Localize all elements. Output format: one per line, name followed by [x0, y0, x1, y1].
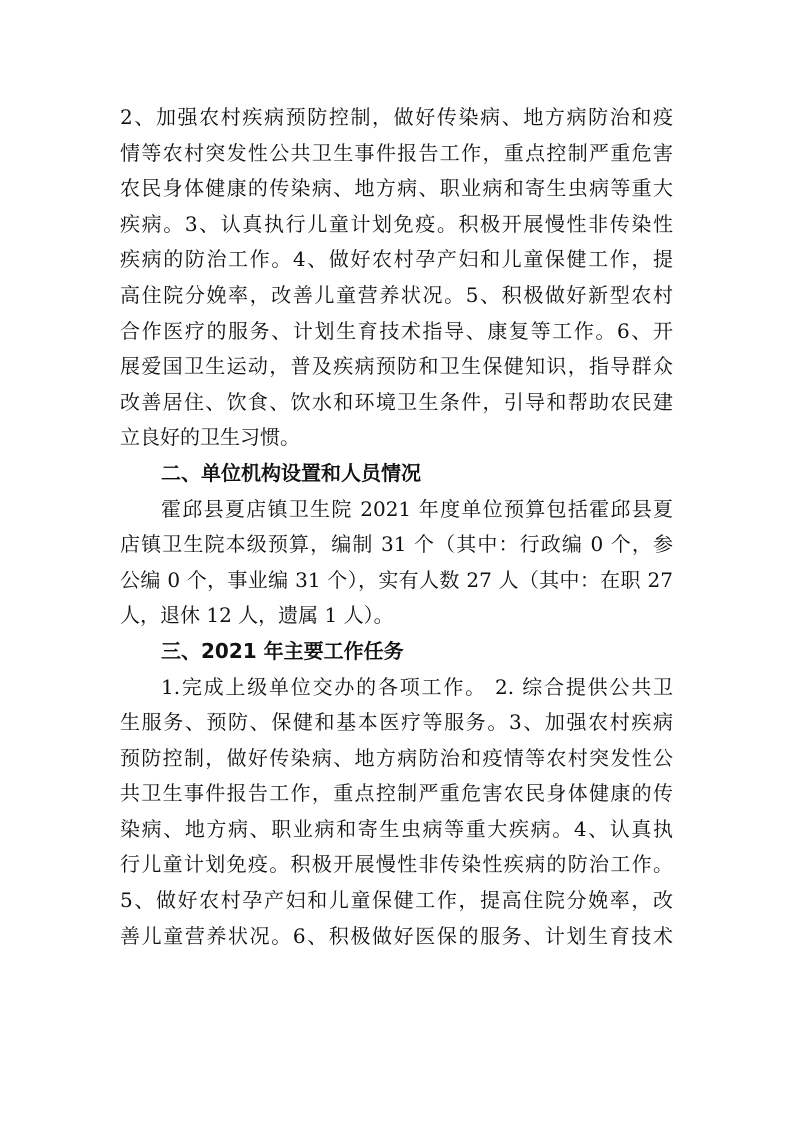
text-line: 农民身体健康的传染病、地方病、职业病和寄生虫病等重大: [120, 176, 673, 201]
text-line: 疾病。3、认真执行儿童计划免疫。积极开展慢性非传染性: [120, 211, 673, 236]
text-line: 1.完成上级单位交办的各项工作。 2. 综合提供公共卫: [161, 674, 673, 699]
text-line: 情等农村突发性公共卫生事件报告工作，重点控制严重危害: [120, 140, 673, 165]
text-line: 展爱国卫生运动，普及疾病预防和卫生保健知识，指导群众: [120, 354, 673, 379]
document-body: [120, 100, 673, 954]
section-heading: 二、单位机构设置和人员情况: [161, 460, 421, 485]
text-line: 共卫生事件报告工作，重点控制严重危害农民身体健康的传: [120, 781, 673, 806]
text-line: 染病、地方病、职业病和寄生虫病等重大疾病。4、认真执: [120, 816, 673, 841]
text-line: 疾病的防治工作。4、做好农村孕产妇和儿童保健工作，提: [120, 247, 673, 272]
text-line: 2、加强农村疾病预防控制，做好传染病、地方病防治和疫: [120, 105, 673, 129]
text-line: 改善居住、饮食、饮水和环境卫生条件，引导和帮助农民建: [120, 389, 673, 414]
text-line: 生服务、预防、保健和基本医疗等服务。3、加强农村疾病: [120, 710, 673, 735]
text-line: 预防控制，做好传染病、地方病防治和疫情等农村突发性公: [120, 745, 673, 770]
text-line: 立良好的卫生习惯。: [120, 425, 300, 450]
text-line: 合作医疗的服务、计划生育技术指导、康复等工作。6、开: [120, 318, 673, 343]
text-line: 人，退休 12 人，遗属 1 人）。: [120, 603, 394, 628]
text-line: 店镇卫生院本级预算，编制 31 个（其中：行政编 0 个，参: [120, 532, 673, 557]
text-line: 善儿童营养状况。6、积极做好医保的服务、计划生育技术: [120, 923, 673, 948]
text-line: 高住院分娩率，改善儿童营养状况。5、积极做好新型农村: [120, 282, 673, 307]
text-line: 行儿童计划免疫。积极开展慢性非传染性疾病的防治工作。: [120, 852, 673, 877]
text-line: 公编 0 个，事业编 31 个），实有人数 27 人（其中：在职 27: [120, 567, 673, 592]
section-heading: 三、2021 年主要工作任务: [161, 638, 404, 663]
text-line: 5、做好农村孕产妇和儿童保健工作，提高住院分娩率，改: [120, 888, 673, 913]
text-line: 霍邱县夏店镇卫生院 2021 年度单位预算包括霍邱县夏: [161, 496, 673, 521]
